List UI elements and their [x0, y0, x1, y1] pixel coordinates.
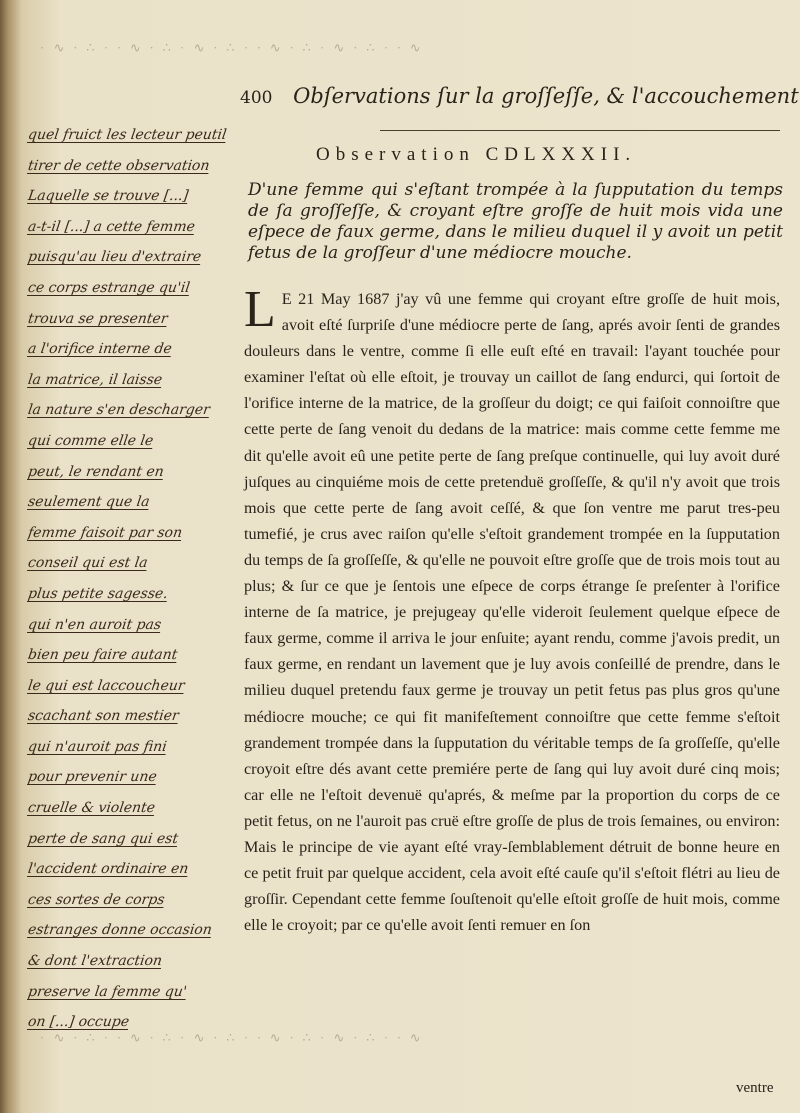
margin-note-line: l'accident ordinaire en [26, 861, 190, 878]
margin-note-line: cruelle & violente [26, 800, 157, 817]
handwritten-margin-notes [28, 120, 256, 1038]
margin-note-line: tirer de cette observation [26, 157, 211, 174]
margin-note-line: Laquelle se trouve [...] [26, 188, 190, 205]
drop-cap: L [244, 281, 276, 338]
margin-note-line: trouva se presenter [26, 310, 169, 327]
margin-note-line: perte de sang qui est [26, 830, 180, 847]
header-rule [380, 130, 780, 131]
margin-note-line: on [...] occupe [26, 1014, 131, 1031]
body-paragraph: E 21 May 1687 j'ay vû une femme qui croyant eſtre groſſe de huit mois, avoit eſté ſurpriſe d'une médiocre perte de ſang, aprés avoir ſenti de grandes douleurs dans le ventre, comme ſi elle euſt eſté en travail: l'ayant touchée pour examiner l'eſtat où elle eſtoit, je trouvay un caillot de ſang endurci, qui ſortoit de l'orifice interne de la matrice, de la groſſeur du doigt; ce qui faiſoit connoiſtre que cette perte de ſang venoit du dedans de la matrice: mais comme cette femme me dit qu'elle avoit eû une petite perte de ſang preſque continuelle, qui luy avoit duré juſques au cinquiéme mois de cette pretenduë groſſeſſe, & qu'il n'y avoit que trois mois que cette perte de ſang avoit ceſſé, & que ſon ventre me parut tres-peu tumefié, je crus avec raiſon qu'elle s'eſtoit grandement trompée en la ſupputation du temps de ſa groſſeſſe, & qu'elle ne pouvoit eſtre groſſe que de trois mois tout au plus; & ſur ce que je ſentois une eſpece de corps étrange ſe preſenter à l'orifice interne de ſa matrice, je prejugeay qu'elle videroit ſeulement quelque eſpece de faux germe, comme il arriva le jour enſuite; ayant rendu, comme j'avois predit, un faux germe, en rendant un lavement que je luy avois conſeillé de prendre, dans le milieu duquel pretendu faux germe je trouvay un petit fetus pas plus gros qu'une médiocre mouche; ce qui fit manifeſtement connoiſtre que cette femme s'eſtoit grandement trompée dans la ſupputation du véritable temps de ſa groſſeſſe, qu'elle croyoit eſtre dés avant cette premiére perte de ſang qui luy avoit duré cinq mois; car elle ne l'eſtoit devenuë qu'aprés, & meſme par la proportion du corps de ce petit fetus, on ne l'auroit pas cruë eſtre groſſe de plus de trois ſemaines, ou environ: Mais le principe de vie ayant eſté vray-ſemblablement détruit de bonne heure en ce petit fruit par quelque accident, cela avoit eſté cauſe qu'il s'eſtoit flétri au lieu de groſſir. Cependant cette femme ſouſtenoit qu'elle eſtoit groſſe de huit mois, comme elle le croyoit; par ce qu'elle avoit ſenti remuer en ſon [244, 290, 780, 935]
margin-note-line: estranges donne occasion [26, 922, 213, 939]
margin-note-line: plus petite sagesse. [26, 585, 169, 602]
catchword: ventre [736, 1080, 774, 1096]
margin-note-line: bien peu faire autant [26, 647, 179, 664]
margin-note-line: qui comme elle le [26, 432, 155, 449]
margin-note-line: quel fruict les lecteur peutil [26, 127, 228, 143]
observation-title: Observation CDLXXXII. [316, 144, 637, 165]
margin-note-line: femme faisoit par son [26, 524, 184, 541]
margin-note-line: la matrice, il laisse [26, 371, 164, 388]
margin-note-line: qui n'en auroit pas [26, 616, 163, 633]
running-head [240, 84, 800, 108]
margin-note-line: seulement que la [26, 494, 151, 511]
margin-note-line: conseil qui est la [26, 555, 149, 572]
running-title: Obſervations ſur la groſſeſſe, & l'accouchement [293, 84, 799, 108]
page-number: 400 [240, 88, 273, 108]
margin-note-line: ces sortes de corps [26, 891, 166, 908]
margin-note-line: qui n'auroit pas fini [26, 738, 168, 755]
bleed-through-text: · ∿ ∙ ∴ · ∙ ∿ ∙ ∴ · ∿ ∙ ∴ · ∙ ∿ ∙ ∴ · ∿ ∙ ∴ · ∙ ∿ [40, 40, 424, 55]
observation-body [244, 281, 780, 938]
margin-note-line: puisqu'au lieu d'extraire [26, 249, 203, 266]
margin-note-line: le qui est laccoucheur [26, 677, 186, 694]
bleed-through-text: · ∿ ∙ ∴ · ∙ ∿ ∙ ∴ · ∿ ∙ ∴ · ∙ ∿ ∙ ∴ · ∿ ∙ ∴ · ∙ ∿ [40, 1030, 424, 1045]
margin-note-line: scachant son mestier [26, 708, 180, 725]
margin-note-line: a-t-il [...] a cette femme [26, 218, 196, 235]
margin-note-line: la nature s'en descharger [26, 402, 211, 419]
margin-note-line: peut, le rendant en [26, 463, 165, 480]
margin-note-line: ce corps estrange qu'il [26, 279, 191, 296]
observation-subtitle: D'une femme qui s'eſtant trompée à la ſupputation du temps de ſa groſſeſſe, & croyant eſtre groſſe de huit mois vida une eſpece de faux germe, dans le milieu duquel il y avoit un petit fetus de la groſſeur d'une médiocre mouche. [248, 180, 783, 263]
margin-note-line: a l'orifice interne de [26, 341, 173, 358]
margin-note-line: preserve la femme qu' [26, 983, 188, 1000]
margin-note-line: pour prevenir une [26, 769, 158, 786]
margin-note-line: & dont l'extraction [26, 953, 164, 970]
